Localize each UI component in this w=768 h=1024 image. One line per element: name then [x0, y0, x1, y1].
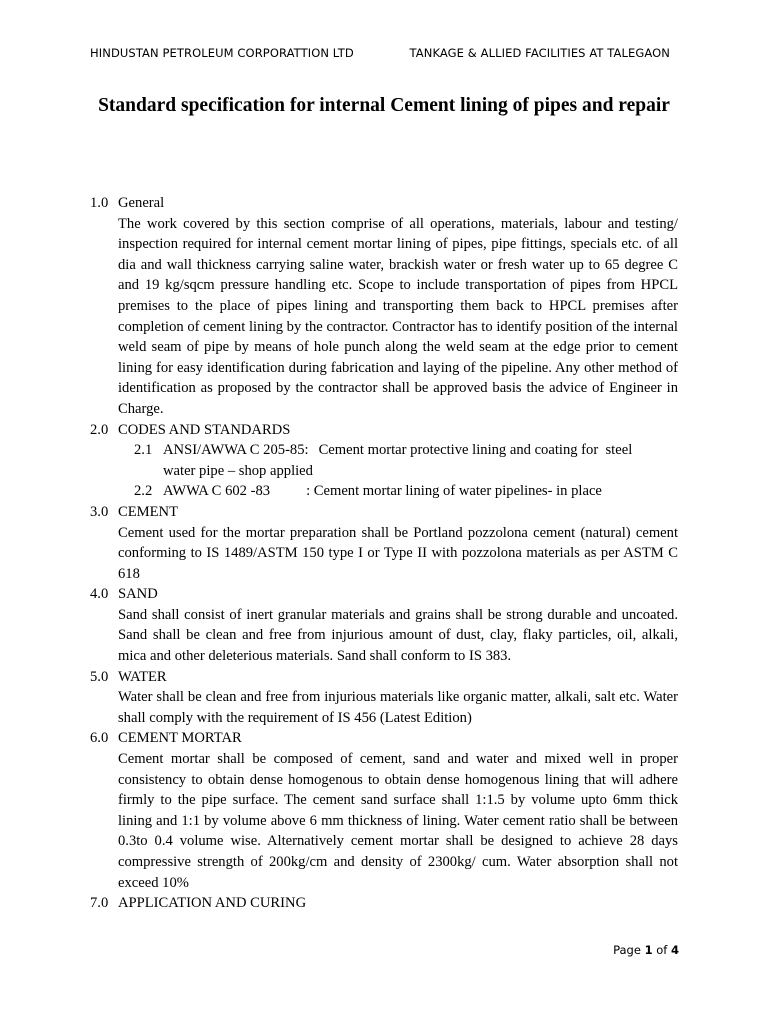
section-number: 2.0 — [90, 421, 109, 438]
section-paragraph: Cement mortar shall be composed of cement, sand and water and mixed well in proper consistency to obtain dense homogenous to obtain dense homogenous lining that will adhere firmly to the pipe surface. The cement sand surface shall 1:1.5 by volume upto 6mm thick lining and 1:1 by volume above 6 mm thickness of lining. Water cement ratio shall be between 0.3to 0.4 volume wise. Alternatively cement mortar shall be designed to achieve 28 days compressive strength of 200kg/cm and density of 2300kg/ cum. Water absorption shall not exceed 10% — [118, 751, 678, 891]
section-number: 6.0 — [90, 730, 109, 747]
section-number: 7.0 — [90, 895, 109, 912]
section-number: 4.0 — [90, 586, 109, 603]
page-number-footer — [613, 943, 679, 957]
section-title: SAND — [118, 586, 158, 603]
section-heading — [90, 893, 678, 914]
section-heading — [90, 502, 678, 523]
standard-code: AWWA C 602 -83 — [163, 483, 271, 500]
document-body — [90, 193, 678, 914]
subsection-item — [134, 440, 678, 461]
section-title: General — [118, 195, 165, 211]
section-number: 3.0 — [90, 503, 109, 520]
standard-code: ANSI/AWWA C 205-85: — [163, 442, 309, 459]
total-page-count: 4 — [670, 943, 679, 957]
section-number: 5.0 — [90, 668, 109, 685]
section-paragraph: Water shall be clean and free from injurious materials like organic matter, alkali, salt etc. Water shall comply with the requirement of IS 456 (Latest Edition) — [118, 689, 678, 726]
section-heading — [90, 728, 678, 749]
section-title: CEMENT MORTAR — [118, 730, 242, 747]
subsection-item — [134, 481, 678, 502]
section-title: CODES AND STANDARDS — [118, 421, 291, 438]
document-title: Standard specification for internal Cement lining of pipes and repair — [98, 95, 670, 116]
section-title: CEMENT — [118, 503, 178, 520]
header-right-project: TANKAGE & ALLIED FACILITIES AT TALEGAON — [409, 46, 670, 60]
section-heading — [90, 420, 678, 441]
section-heading — [90, 193, 678, 214]
subsection-number: 2.1 — [134, 442, 153, 459]
of-word: of — [652, 943, 671, 957]
section-paragraph: Sand shall consist of inert granular materials and grains shall be strong durable and uncoated. Sand shall be clean and free from injurious amount of dust, clay, flaky particles, oil, alkali, mica and other deleterious materials. Sand shall conform to IS 383. — [118, 606, 678, 665]
section-paragraph: Cement used for the mortar preparation shall be Portland pozzolona cement (natural) cement conforming to IS 1489/ASTM 150 type I or Type II with pozzolona materials as per ASTM C 618 — [118, 524, 678, 582]
current-page-number: 1 — [644, 943, 653, 957]
section-heading — [90, 667, 678, 688]
section-title: WATER — [118, 668, 167, 685]
standard-description: : Cement mortar lining of water pipelines- in place — [306, 483, 602, 500]
section-number: 1.0 — [90, 195, 109, 211]
page-word: Page — [613, 943, 645, 957]
header-left-company: HINDUSTAN PETROLEUM CORPORATTION LTD — [90, 46, 354, 60]
subsection-continuation: water pipe – shop applied — [163, 462, 313, 479]
section-heading — [90, 584, 678, 605]
section-title: APPLICATION AND CURING — [118, 895, 307, 912]
standard-description: Cement mortar protective lining and coating for steel — [318, 442, 633, 459]
section-paragraph: The work covered by this section comprise of all operations, materials, labour and testing/ inspection required for internal cement mortar lining of pipes, pipe fittings, specials etc. of all dia and wall thickness carrying saline water, brackish water or fresh water up to 65 degree C and 19 kg/sqcm pressure handling etc. Scope to include transportation of pipes from HPCL premises to the place of pipes lining and transporting them back to HPCL premises after completion of cement lining by the contractor. Contractor has to identify position of the internal weld seam of pipe by means of hole punch along the weld seam at the edge prior to cement lining for easy identification during fabrication and laying of the pipeline. Any other method of identification as proposed by the contractor shall be approved basis the advice of Engineer in Charge. — [118, 215, 678, 417]
subsection-number: 2.2 — [134, 483, 153, 500]
